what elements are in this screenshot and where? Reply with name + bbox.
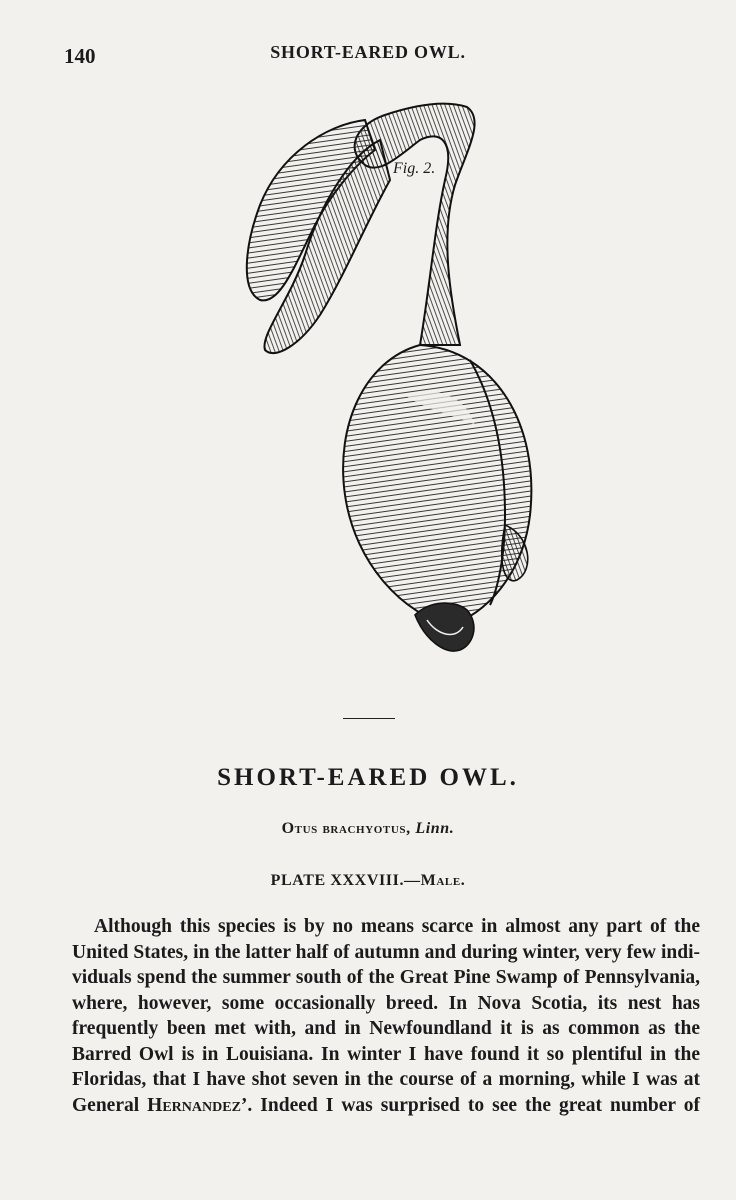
latin-author: Linn. — [415, 820, 455, 837]
body-line: where, however, some occasionally breed. In Nova Scotia, its nest has — [72, 992, 700, 1014]
running-head — [0, 40, 736, 70]
plate-caption — [0, 872, 736, 890]
stomach-illustration — [205, 95, 550, 695]
text-fragment: General — [72, 1094, 148, 1116]
body-line: United States, in the latter half of autumn and during winter, very few indi- — [72, 941, 700, 963]
latin-name: Otus brachyotus, — [281, 820, 411, 837]
running-title: SHORT-EARED OWL. — [270, 42, 466, 62]
body-line: Although this species is by no means scarce in almost any part of the — [94, 916, 700, 937]
anatomical-figure — [205, 95, 550, 695]
page-number: 140 — [64, 44, 96, 68]
body-text — [72, 914, 700, 1118]
person-name: Hernandez — [147, 1094, 241, 1116]
text-fragment: ’. Indeed I was surprised to see the great number of — [240, 1094, 700, 1116]
body-line-last — [72, 1093, 700, 1119]
figure-label: Fig. 2. — [393, 160, 436, 177]
section-divider — [343, 718, 395, 719]
plate-prefix: PLATE XXXVIII.— — [270, 872, 421, 889]
scientific-name — [0, 820, 736, 838]
plate-suffix: Male. — [420, 872, 466, 889]
body-line: viduals spend the summer south of the Great Pine Swamp of Pennsylvania, — [72, 967, 700, 988]
body-line: frequently been met with, and in Newfoundland it is as common as the — [72, 1018, 700, 1039]
body-line: Floridas, that I have shot seven in the course of a morning, while I was at — [72, 1069, 700, 1090]
body-line: Barred Owl is in Louisiana. In winter I have found it so plentiful in the — [72, 1043, 700, 1065]
section-title: SHORT-EARED OWL. — [217, 764, 519, 791]
